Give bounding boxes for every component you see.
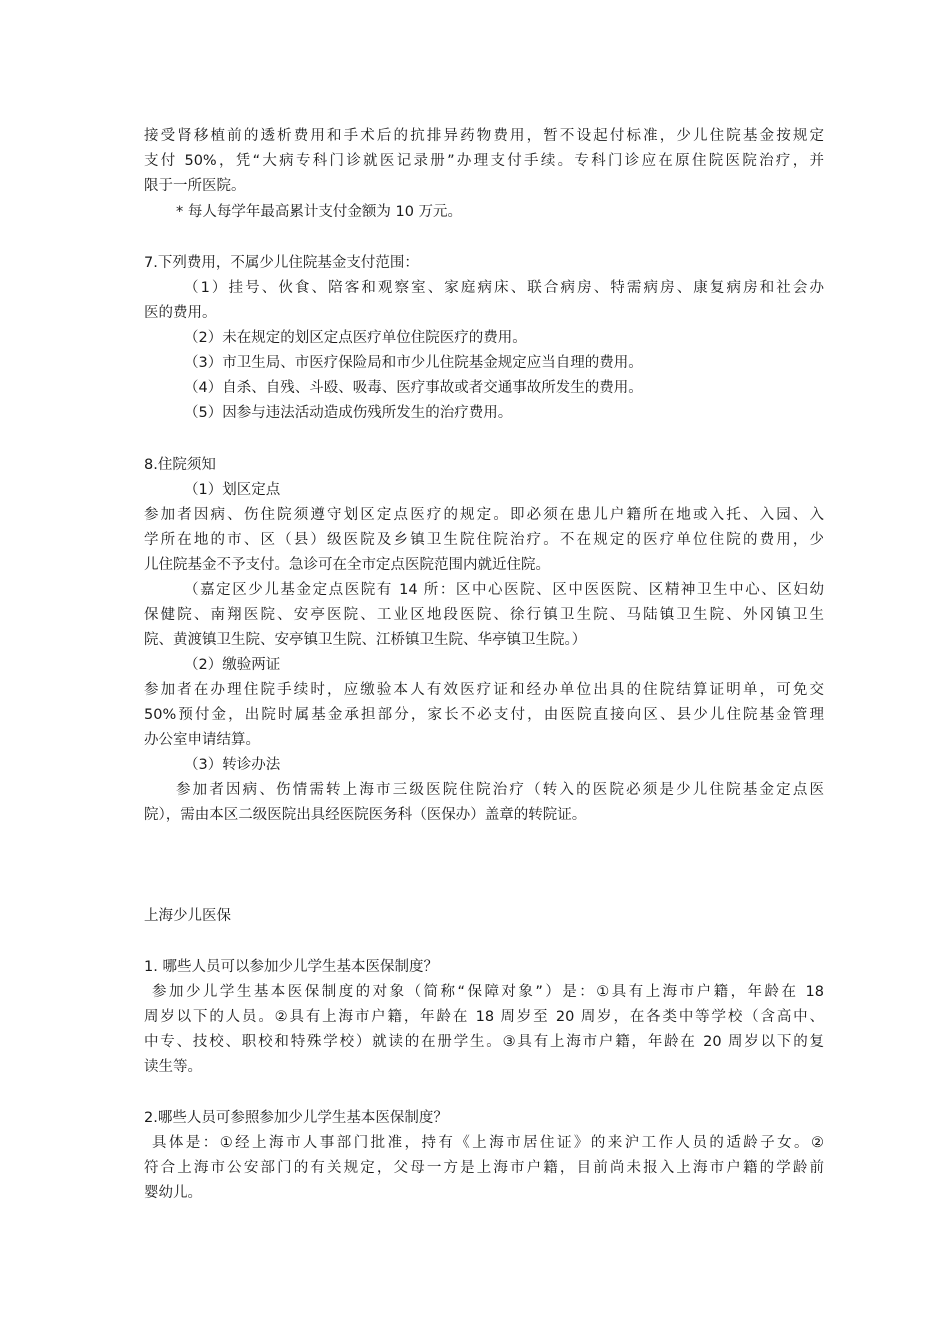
text-line: 院、黄渡镇卫生院、安亭镇卫生院、江桥镇卫生院、华亭镇卫生院。） bbox=[144, 632, 587, 648]
text-line: 50%预付金，出院时属基金承担部分，家长不必支付，由医院直接向区、县少儿住院基金管理 bbox=[144, 707, 824, 723]
text-line: 读生等。 bbox=[144, 1059, 202, 1075]
text-line: 周岁以下的人员。②具有上海市户籍，年龄在 18 周岁至 20 周岁，在各类中等学校（含高中、 bbox=[144, 1009, 824, 1025]
text-line: 医的费用。 bbox=[144, 305, 217, 321]
text-line: 符合上海市公安部门的有关规定，父母一方是上海市户籍，目前尚未报入上海市户籍的学龄前 bbox=[144, 1160, 824, 1176]
sub-heading: （2）缴验两证 bbox=[184, 657, 281, 673]
question-heading: 2.哪些人员可参照参加少儿学生基本医保制度？ bbox=[144, 1110, 448, 1126]
text-line: * 每人每学年最高累计支付金额为 10 万元。 bbox=[176, 204, 463, 220]
text-line: 办公室申请结算。 bbox=[144, 732, 260, 748]
section-heading: 8.住院须知 bbox=[144, 457, 216, 473]
text-line: 院），需由本区二级医院出具经医院医务科（医保办）盖章的转院证。 bbox=[144, 807, 587, 823]
list-item: （1）挂号、伙食、陪客和观察室、家庭病床、联合病房、特需病房、康复病房和社会办 bbox=[184, 280, 824, 296]
text-line: 参加者在办理住院手续时，应缴验本人有效医疗证和经办单位出具的住院结算证明单，可免交 bbox=[144, 682, 824, 698]
list-item: （4）自杀、自残、斗殴、吸毒、医疗事故或者交通事故所发生的费用。 bbox=[184, 380, 643, 396]
list-item: （5）因参与违法活动造成伤残所发生的治疗费用。 bbox=[184, 405, 513, 421]
text-line: 参加者因病、伤情需转上海市三级医院住院治疗（转入的医院必须是少儿住院基金定点医 bbox=[176, 782, 824, 798]
text-line: 婴幼儿。 bbox=[144, 1185, 202, 1201]
text-line: 限于一所医院。 bbox=[144, 178, 246, 194]
text-line: 接受肾移植前的透析费用和手术后的抗排异药物费用，暂不设起付标准，少儿住院基金按规定 bbox=[144, 128, 824, 144]
section-heading: 7.下列费用，不属少儿住院基金支付范围： bbox=[144, 255, 419, 271]
question-heading: 1. 哪些人员可以参加少儿学生基本医保制度？ bbox=[144, 959, 438, 975]
text-line: 保健院、南翔医院、安亭医院、工业区地段医院、徐行镇卫生院、马陆镇卫生院、外冈镇卫生 bbox=[144, 607, 824, 623]
text-line: 支付 50%，凭“大病专科门诊就医记录册”办理支付手续。专科门诊应在原住院医院治疗，并 bbox=[144, 153, 824, 169]
page-title: 上海少儿医保 bbox=[144, 908, 231, 924]
text-line: 具体是：①经上海市人事部门批准，持有《上海市居住证》的来沪工作人员的适龄子女。② bbox=[152, 1135, 824, 1151]
list-item: （3）市卫生局、市医疗保险局和市少儿住院基金规定应当自理的费用。 bbox=[184, 355, 643, 371]
text-line: （嘉定区少儿基金定点医院有 14 所：区中心医院、区中医医院、区精神卫生中心、区妇幼 bbox=[184, 582, 824, 598]
text-line: 学所在地的市、区（县）级医院及乡镇卫生院住院治疗。不在规定的医疗单位住院的费用，少 bbox=[144, 532, 824, 548]
text-line: 儿住院基金不予支付。急诊可在全市定点医院范围内就近住院。 bbox=[144, 557, 550, 573]
text-line: 中专、技校、职校和特殊学校）就读的在册学生。③具有上海市户籍，年龄在 20 周岁以下的复 bbox=[144, 1034, 824, 1050]
list-item: （2）未在规定的划区定点医疗单位住院医疗的费用。 bbox=[184, 330, 527, 346]
sub-heading: （1）划区定点 bbox=[184, 482, 281, 498]
text-line: 参加者因病、伤住院须遵守划区定点医疗的规定。即必须在患儿户籍所在地或入托、入园、入 bbox=[144, 507, 824, 523]
text-line: 参加少儿学生基本医保制度的对象（简称“保障对象”）是：①具有上海市户籍，年龄在 18 bbox=[152, 984, 824, 1000]
sub-heading: （3）转诊办法 bbox=[184, 757, 281, 773]
